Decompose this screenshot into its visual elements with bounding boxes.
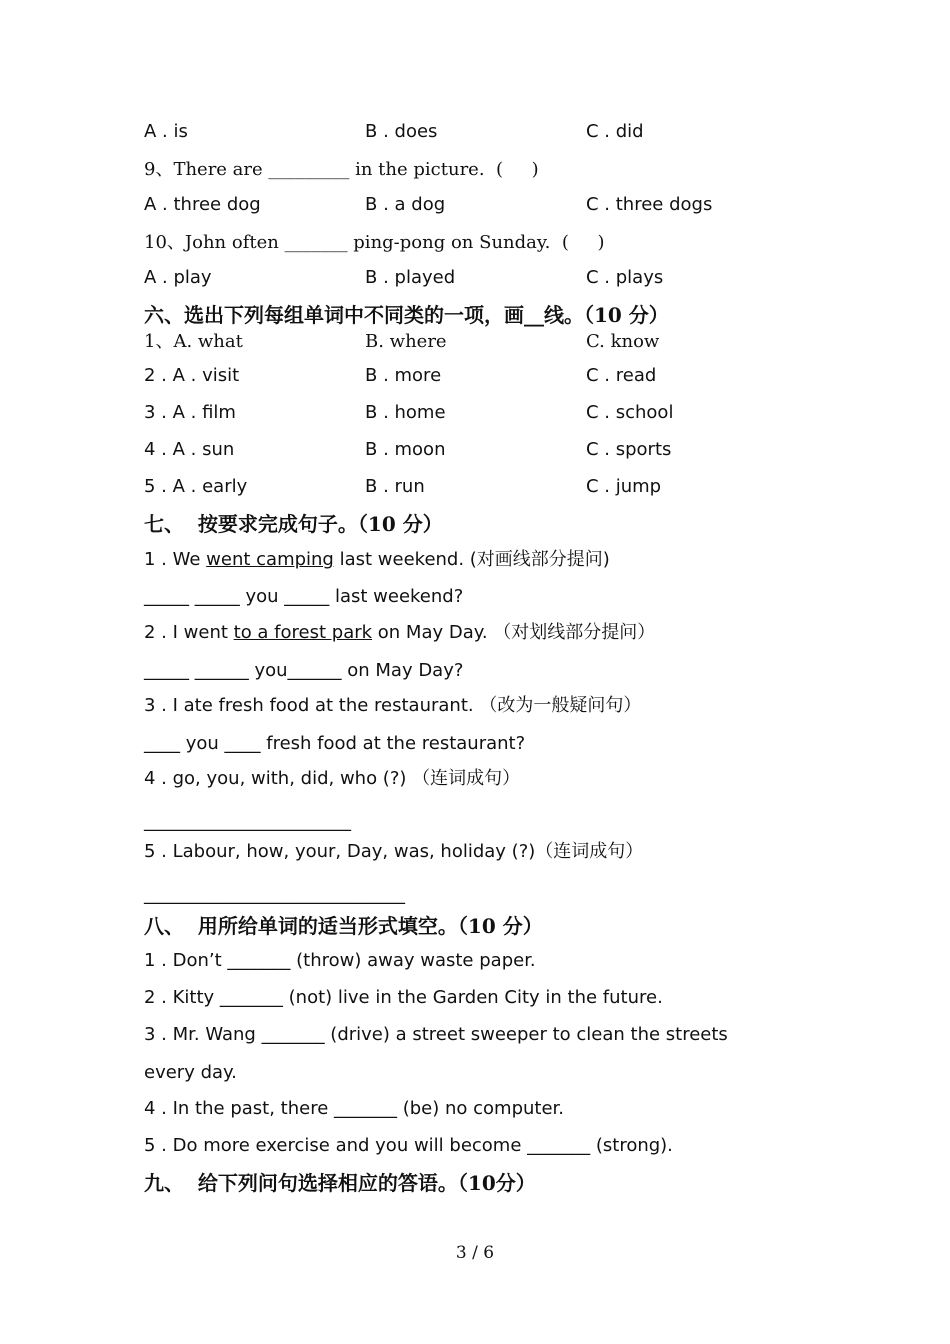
- s6-r3-c: C . school: [586, 402, 674, 423]
- s7-q5: 5 . Labour, how, your, Day, was, holiday (?)（连词成句）: [144, 841, 644, 862]
- s7-q1-underlined: went camping: [206, 549, 334, 570]
- q9-option-c: C . three dogs: [586, 194, 713, 215]
- s6-r2-b: B . more: [365, 365, 442, 386]
- s7-q1-post: last weekend. (对画线部分提问): [333, 549, 610, 570]
- page-number: 3 / 6: [455, 1243, 495, 1263]
- section8-heading: 八、 用所给单词的适当形式填空。（10 分）: [144, 914, 543, 938]
- s6-r3-b: B . home: [365, 402, 446, 423]
- s7-q2-underlined: to a forest park: [233, 622, 373, 643]
- q9-question: 9、There are _________ in the picture. ( ): [144, 159, 539, 180]
- s7-q5-answer: _____________________________: [144, 884, 405, 905]
- s7-q4: 4 . go, you, with, did, who (?) （连词成句）: [144, 768, 521, 789]
- s6-r4-c: C . sports: [586, 439, 672, 460]
- s7-q1: [144, 548, 610, 572]
- s6-r1-b: B. where: [365, 331, 447, 352]
- s8-item-1: 1 . Don’t _______ (throw) away waste paper.: [144, 950, 536, 971]
- s8-item-2: 2 . Kitty _______ (not) live in the Garden City in the future.: [144, 987, 663, 1008]
- q10-option-c: C . plays: [586, 267, 664, 288]
- q10-option-b: B . played: [365, 267, 456, 288]
- s7-q1-answer: _____ _____ you _____ last weekend?: [144, 586, 464, 607]
- s7-q3: 3 . I ate fresh food at the restaurant. （改为一般疑问句）: [144, 695, 642, 716]
- q8-option-b: B . does: [365, 121, 438, 142]
- s6-r5-c: C . jump: [586, 476, 662, 497]
- s6-r2-a: 2 . A . visit: [144, 365, 240, 386]
- s6-r5-a: 5 . A . early: [144, 476, 248, 497]
- section9-heading: 九、 给下列问句选择相应的答语。（10分）: [144, 1171, 536, 1195]
- s6-r1-a: 1、A. what: [144, 331, 243, 352]
- q9-option-b: B . a dog: [365, 194, 446, 215]
- s6-r2-c: C . read: [586, 365, 657, 386]
- s6-r1-c: C. know: [586, 331, 660, 352]
- s8-item-4: 4 . In the past, there _______ (be) no computer.: [144, 1098, 565, 1119]
- s6-r4-b: B . moon: [365, 439, 446, 460]
- s6-r4-a: 4 . A . sun: [144, 439, 235, 460]
- q10-option-a: A . play: [144, 267, 212, 288]
- s8-item-5: 5 . Do more exercise and you will become _______ (strong).: [144, 1135, 673, 1156]
- s6-r5-b: B . run: [365, 476, 425, 497]
- q8-option-c: C . did: [586, 121, 644, 142]
- q8-option-a: A . is: [144, 121, 188, 142]
- s7-q2: [144, 621, 655, 645]
- s7-q4-answer: _______________________: [144, 811, 351, 832]
- q10-question: 10、John often _______ ping-pong on Sunday. ( ): [144, 232, 605, 253]
- section6-heading: 六、选出下列每组单词中不同类的一项，画__线。（10 分）: [144, 303, 669, 327]
- s8-item-3: 3 . Mr. Wang _______ (drive) a street sweeper to clean the streets: [144, 1024, 728, 1045]
- s7-q3-answer: ____ you ____ fresh food at the restaurant?: [144, 733, 526, 754]
- s7-q2-pre: 2 . I went: [144, 622, 234, 643]
- s7-q1-pre: 1 . We: [144, 549, 207, 570]
- s8-item-3-cont: every day.: [144, 1062, 237, 1083]
- section7-heading: 七、 按要求完成句子。（10 分）: [144, 512, 443, 536]
- s6-r3-a: 3 . A . film: [144, 402, 236, 423]
- q9-option-a: A . three dog: [144, 194, 261, 215]
- s7-q2-post: on May Day. （对划线部分提问）: [372, 622, 656, 643]
- s7-q2-answer: _____ ______ you______ on May Day?: [144, 660, 464, 681]
